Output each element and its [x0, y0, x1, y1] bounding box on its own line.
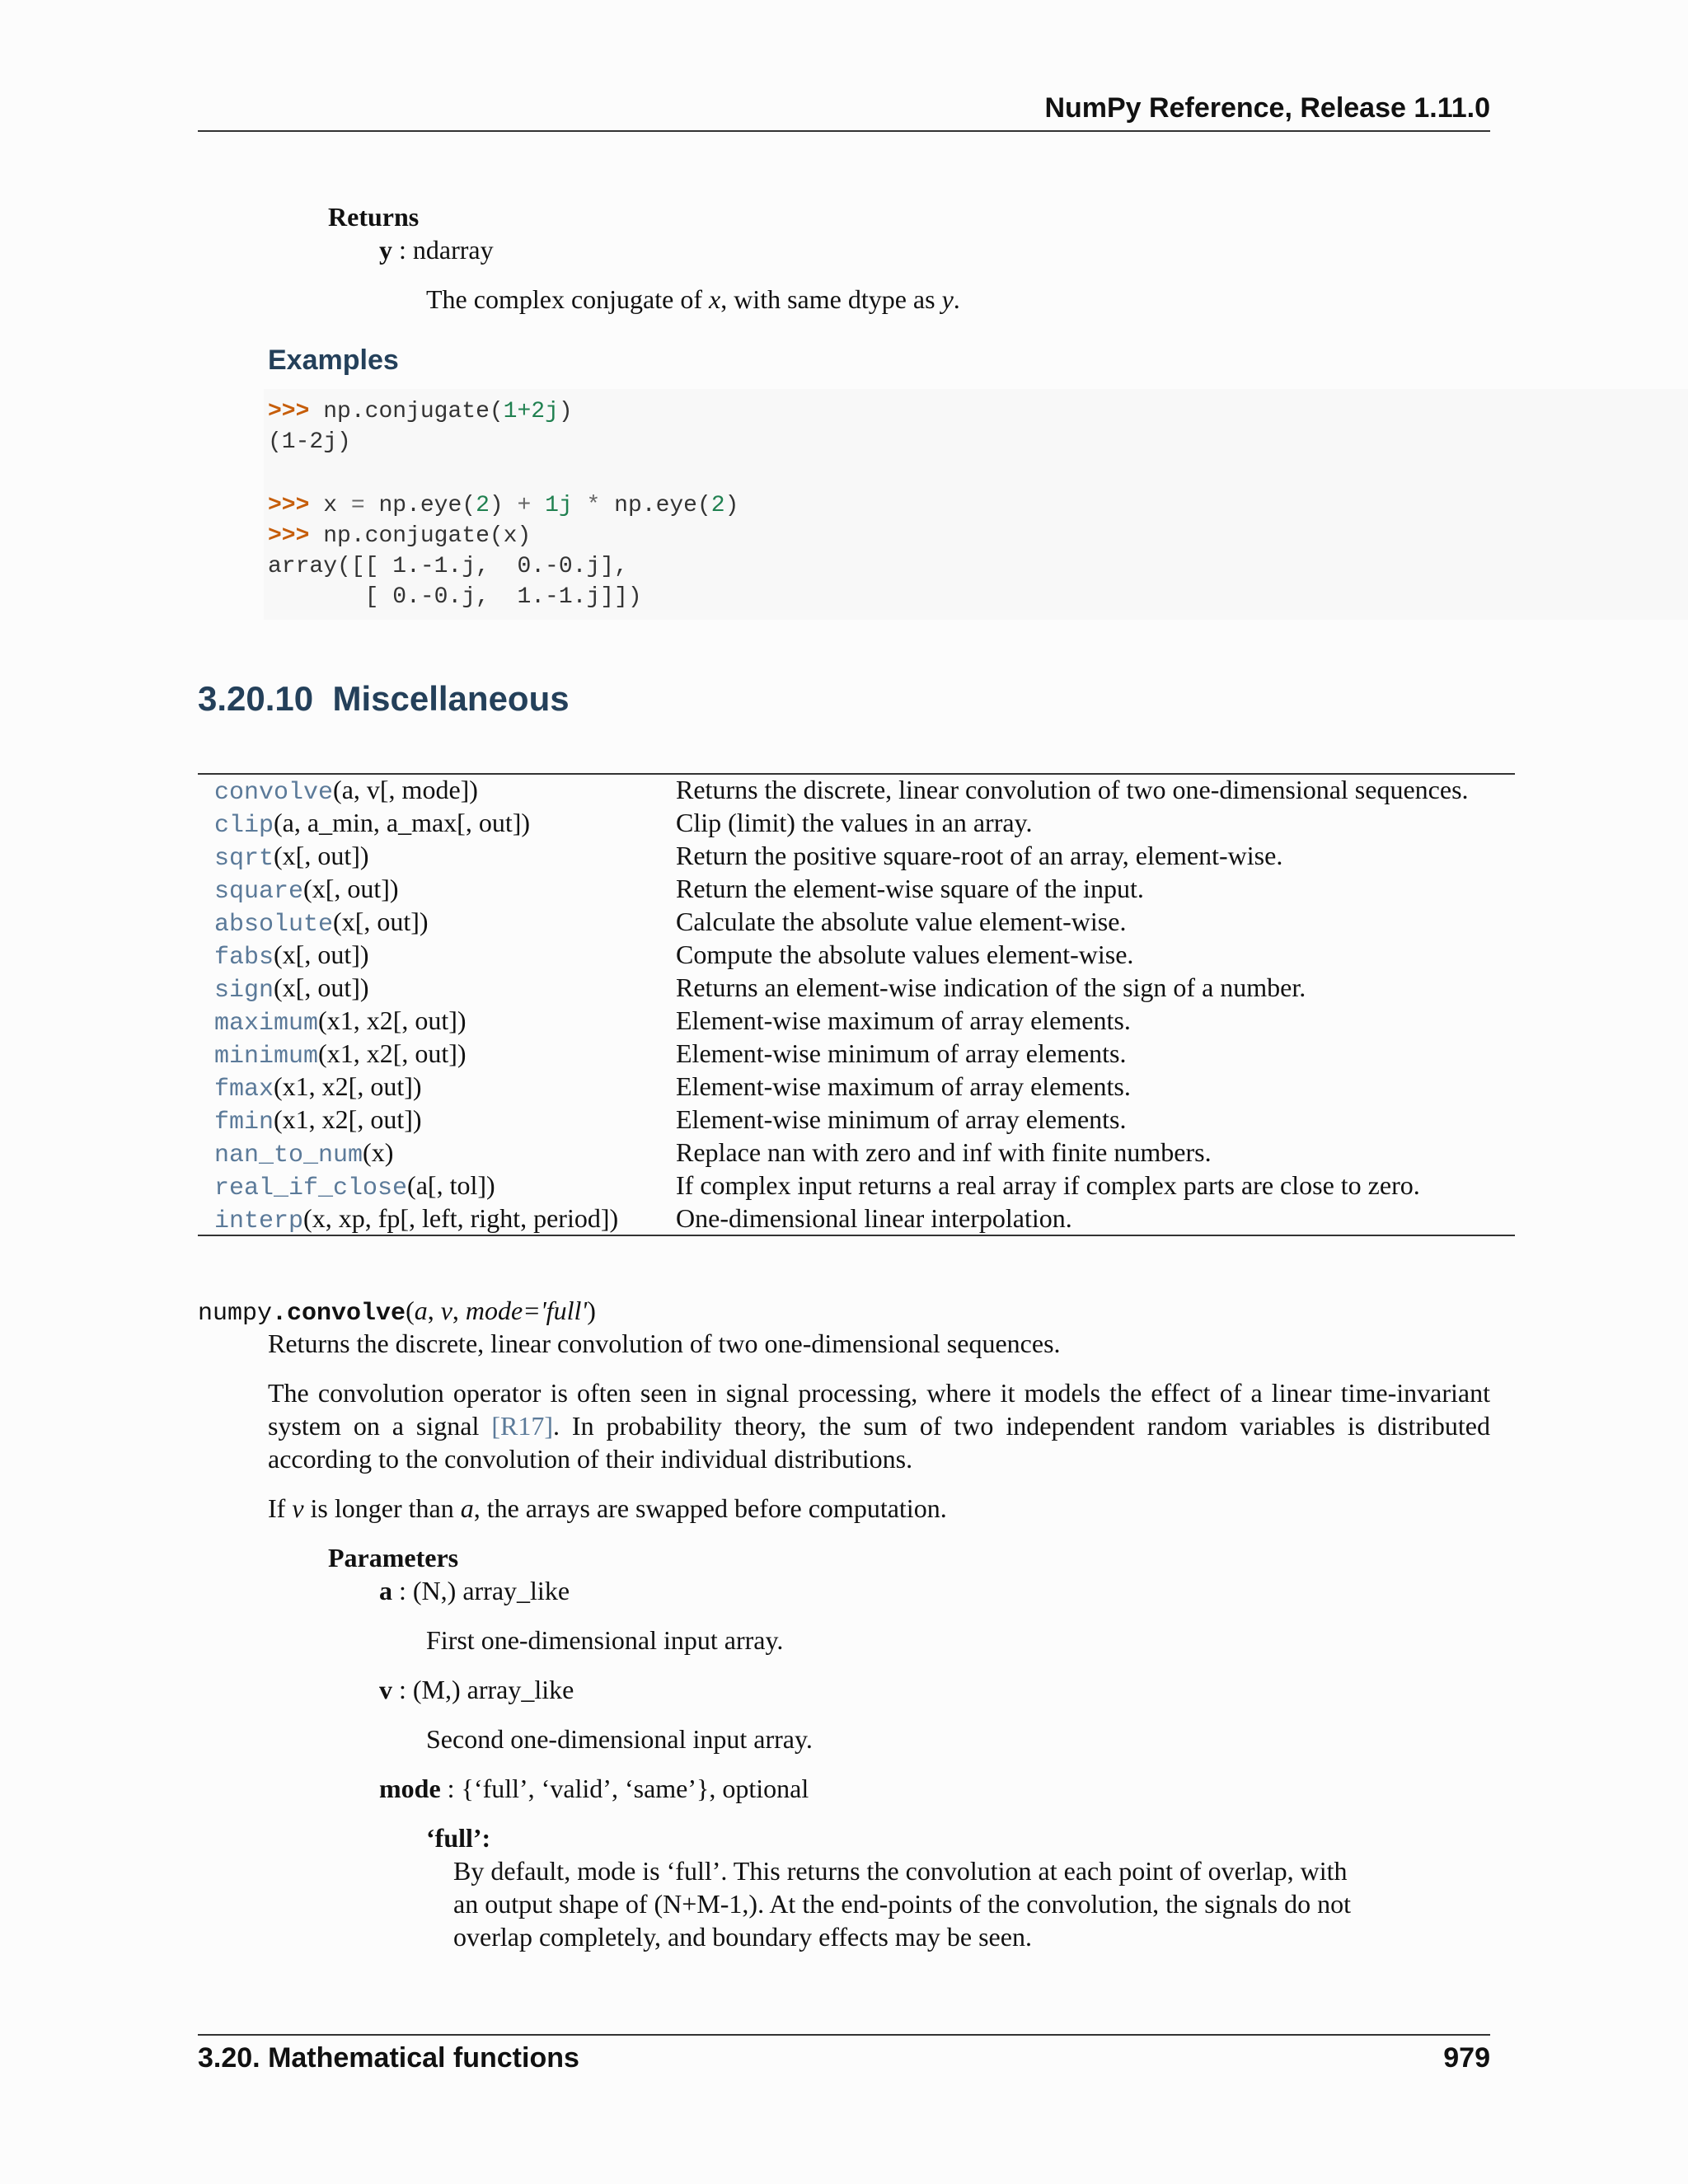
- description-line: an output shape of (N+M-1,). At the end-points of the convolution, the signals do not: [453, 1889, 1351, 1919]
- function-args: (x, xp, fp[, left, right, period]): [303, 1203, 619, 1233]
- convolve-signature: [198, 1294, 596, 1330]
- function-link-fabs[interactable]: fabs: [214, 944, 274, 972]
- table-cell-function: [214, 1070, 422, 1106]
- code-text: [573, 493, 587, 518]
- code-prompt: >>>: [268, 399, 310, 424]
- code-text: ): [724, 493, 739, 518]
- function-link-fmax[interactable]: fmax: [214, 1076, 274, 1104]
- signature-module: numpy: [198, 1300, 273, 1328]
- returns-desc-x: x: [708, 284, 721, 314]
- citation-link-r17[interactable]: [R17]: [491, 1411, 553, 1441]
- paragraph-text: , the arrays are swapped before computation.: [473, 1493, 947, 1523]
- param-v-name: v: [379, 1675, 392, 1704]
- function-args: (x1, x2[, out]): [274, 1071, 422, 1101]
- code-text: x: [323, 493, 351, 518]
- paragraph-text: . In probability theory, the sum of two independent random variables is distributed: [552, 1411, 1491, 1441]
- table-row: [214, 1004, 1500, 1037]
- table-row: [214, 971, 1500, 1004]
- function-link-interp[interactable]: interp: [214, 1207, 304, 1235]
- signature-param-mode: mode='full': [465, 1296, 588, 1325]
- signature-paren: (: [406, 1296, 415, 1325]
- paragraph-var-a: a: [460, 1493, 474, 1523]
- table-cell-function: [214, 773, 478, 809]
- paragraph-line: [268, 1409, 1490, 1442]
- parameters-heading: Parameters: [328, 1543, 459, 1572]
- function-args: (a, v[, mode]): [333, 775, 478, 804]
- table-row: [214, 1103, 1500, 1136]
- returns-param: [379, 233, 494, 266]
- paragraph-text: If: [268, 1493, 293, 1523]
- signature-comma: ,: [452, 1296, 466, 1325]
- code-line-3: [268, 523, 531, 549]
- table-cell-description: Replace nan with zero and inf with finite numbers.: [676, 1137, 1212, 1167]
- code-number: 2: [710, 493, 725, 518]
- function-args: (x): [363, 1137, 394, 1167]
- footer-section: 3.20. Mathematical functions: [198, 2042, 579, 2074]
- examples-heading: Examples: [268, 344, 399, 376]
- paragraph-text: system on a signal: [268, 1411, 492, 1441]
- section-number: 3.20.10: [198, 679, 314, 718]
- table-cell-description: Element-wise maximum of array elements.: [676, 1005, 1131, 1035]
- description-line: overlap completely, and boundary effects may be seen.: [453, 1922, 1032, 1952]
- table-cell-function: [214, 1136, 393, 1172]
- signature-paren: ): [587, 1296, 596, 1325]
- convolve-paragraph-1: [268, 1376, 1490, 1475]
- function-args: (x[, out]): [274, 841, 369, 870]
- returns-description: [426, 283, 960, 316]
- function-link-convolve[interactable]: convolve: [214, 779, 334, 807]
- function-args: (x1, x2[, out]): [318, 1038, 467, 1068]
- table-cell-description: Return the element-wise square of the input.: [676, 874, 1144, 903]
- function-args: (x1, x2[, out]): [318, 1005, 467, 1035]
- mode-full-term: ‘full’:: [426, 1823, 491, 1853]
- param-mode-name: mode: [379, 1774, 441, 1803]
- table-cell-function: [214, 839, 369, 875]
- param-a-name: a: [379, 1576, 392, 1605]
- table-cell-description: Clip (limit) the values in an array.: [676, 808, 1033, 837]
- footer-rule: [198, 2034, 1490, 2036]
- paragraph-line: according to the convolution of their individual distributions.: [268, 1444, 913, 1474]
- function-args: (x[, out]): [274, 940, 369, 969]
- code-text: np.eye(: [364, 493, 476, 518]
- table-row: [214, 839, 1500, 872]
- function-args: (a[, tol]): [407, 1170, 495, 1200]
- function-link-fmin[interactable]: fmin: [214, 1108, 274, 1137]
- param-v-description: Second one-dimensional input array.: [426, 1724, 813, 1754]
- section-title: Miscellaneous: [332, 679, 570, 718]
- code-prompt: >>>: [268, 493, 310, 518]
- mode-full-description: [453, 1854, 1351, 1953]
- running-header-title: NumPy Reference, Release 1.11.0: [1044, 92, 1490, 124]
- returns-sep: :: [392, 235, 413, 265]
- table-cell-function: [214, 905, 429, 941]
- function-args: (a, a_min, a_max[, out]): [274, 808, 531, 837]
- table-row: [214, 872, 1500, 905]
- function-link-sign[interactable]: sign: [214, 977, 274, 1005]
- table-cell-function: [214, 971, 369, 1007]
- table-cell-function: [214, 872, 399, 908]
- function-args: (x1, x2[, out]): [274, 1104, 422, 1134]
- signature-dot: .: [272, 1300, 288, 1328]
- header-rule: [198, 130, 1490, 132]
- table-bottom-rule: [198, 1235, 1515, 1236]
- table-row: [214, 1169, 1500, 1202]
- code-operator: +: [517, 493, 532, 518]
- table-cell-function: [214, 1169, 495, 1205]
- code-operator: *: [586, 493, 601, 518]
- code-text: np.conjugate(x): [323, 523, 532, 549]
- param-a: [379, 1574, 570, 1607]
- param-a-description: First one-dimensional input array.: [426, 1625, 784, 1655]
- table-cell-description: One-dimensional linear interpolation.: [676, 1203, 1072, 1233]
- table-row: [214, 1070, 1500, 1103]
- table-cell-function: [214, 1103, 422, 1139]
- code-text: np.eye(: [600, 493, 711, 518]
- returns-desc-text: .: [953, 284, 960, 314]
- signature-comma: ,: [427, 1296, 441, 1325]
- param-mode: [379, 1772, 809, 1805]
- code-line-1: [268, 399, 573, 424]
- code-output-1: (1-2j): [268, 429, 351, 455]
- function-link-minimum[interactable]: minimum: [214, 1043, 319, 1071]
- table-row: [214, 905, 1500, 938]
- table-cell-description: Return the positive square-root of an array, element-wise.: [676, 841, 1283, 870]
- table-row: [214, 938, 1500, 971]
- table-cell-description: Returns an element-wise indication of the sign of a number.: [676, 972, 1306, 1002]
- code-text: ): [558, 399, 573, 424]
- function-link-clip[interactable]: clip: [214, 812, 274, 840]
- page-number: 979: [1443, 2042, 1490, 2074]
- returns-desc-y: y: [941, 284, 954, 314]
- description-line: By default, mode is ‘full’. This returns the convolution at each point of overlap, with: [453, 1856, 1348, 1886]
- code-prompt: >>>: [268, 523, 310, 549]
- table-cell-description: Element-wise minimum of array elements.: [676, 1038, 1127, 1068]
- signature-param-v: v: [440, 1296, 452, 1325]
- returns-name: y: [379, 235, 392, 265]
- table-row: [214, 806, 1500, 839]
- code-output-2a: array([[ 1.-1.j, 0.-0.j],: [268, 554, 628, 579]
- table-cell-function: [214, 1037, 467, 1073]
- paragraph-var-v: v: [292, 1493, 304, 1523]
- signature-function-name: convolve: [287, 1300, 406, 1328]
- function-link-absolute[interactable]: absolute: [214, 911, 334, 939]
- code-text: ): [489, 493, 518, 518]
- signature-param-a: a: [414, 1296, 428, 1325]
- code-number: 1+2j: [503, 399, 559, 424]
- table-cell-function: [214, 1202, 618, 1238]
- table-cell-description: Returns the discrete, linear convolution of two one-dimensional sequences.: [676, 775, 1469, 804]
- function-args: (x[, out]): [274, 972, 369, 1002]
- paragraph-text: is longer than: [303, 1493, 461, 1523]
- function-link-real-if-close[interactable]: real_if_close: [214, 1174, 408, 1202]
- function-args: (x[, out]): [333, 907, 429, 936]
- function-link-nan-to-num[interactable]: nan_to_num: [214, 1141, 363, 1169]
- code-operator: =: [350, 493, 365, 518]
- table-cell-function: [214, 806, 530, 842]
- paragraph-line: The convolution operator is often seen in signal processing, where it models the effect of a linear time-invariant: [268, 1378, 1490, 1408]
- returns-heading: Returns: [328, 202, 420, 232]
- param-v-type: : (M,) array_like: [392, 1675, 574, 1704]
- table-cell-description: Element-wise minimum of array elements.: [676, 1104, 1127, 1134]
- convolve-paragraph-2: [268, 1492, 947, 1525]
- code-output-2b: [ 0.-0.j, 1.-1.j]]): [268, 584, 642, 610]
- table-row: [214, 1037, 1500, 1070]
- table-cell-description: Calculate the absolute value element-wise.: [676, 907, 1127, 936]
- table-row: [214, 1136, 1500, 1169]
- table-cell-description: Compute the absolute values element-wise.: [676, 940, 1134, 969]
- code-number: 2: [476, 493, 490, 518]
- table-cell-description: If complex input returns a real array if complex parts are close to zero.: [676, 1170, 1420, 1200]
- function-link-maximum[interactable]: maximum: [214, 1010, 319, 1038]
- returns-desc-text: The complex conjugate of: [426, 284, 709, 314]
- code-text: [531, 493, 545, 518]
- returns-type: ndarray: [412, 235, 494, 265]
- code-text: np.conjugate(: [323, 399, 504, 424]
- table-cell-description: Element-wise maximum of array elements.: [676, 1071, 1131, 1101]
- code-line-2: [268, 493, 738, 518]
- convolve-summary: Returns the discrete, linear convolution of two one-dimensional sequences.: [268, 1329, 1061, 1358]
- section-heading: [198, 679, 570, 719]
- table-row: [214, 773, 1500, 806]
- function-args: (x[, out]): [303, 874, 399, 903]
- table-row: [214, 1202, 1500, 1235]
- table-cell-function: [214, 1004, 467, 1040]
- param-v: [379, 1673, 574, 1706]
- returns-desc-text: , with same dtype as: [720, 284, 942, 314]
- function-link-square[interactable]: square: [214, 878, 304, 906]
- param-a-type: : (N,) array_like: [392, 1576, 570, 1605]
- function-link-sqrt[interactable]: sqrt: [214, 845, 274, 873]
- code-number: 1j: [545, 493, 573, 518]
- param-mode-type: : {‘full’, ‘valid’, ‘same’}, optional: [440, 1774, 809, 1803]
- table-cell-function: [214, 938, 369, 974]
